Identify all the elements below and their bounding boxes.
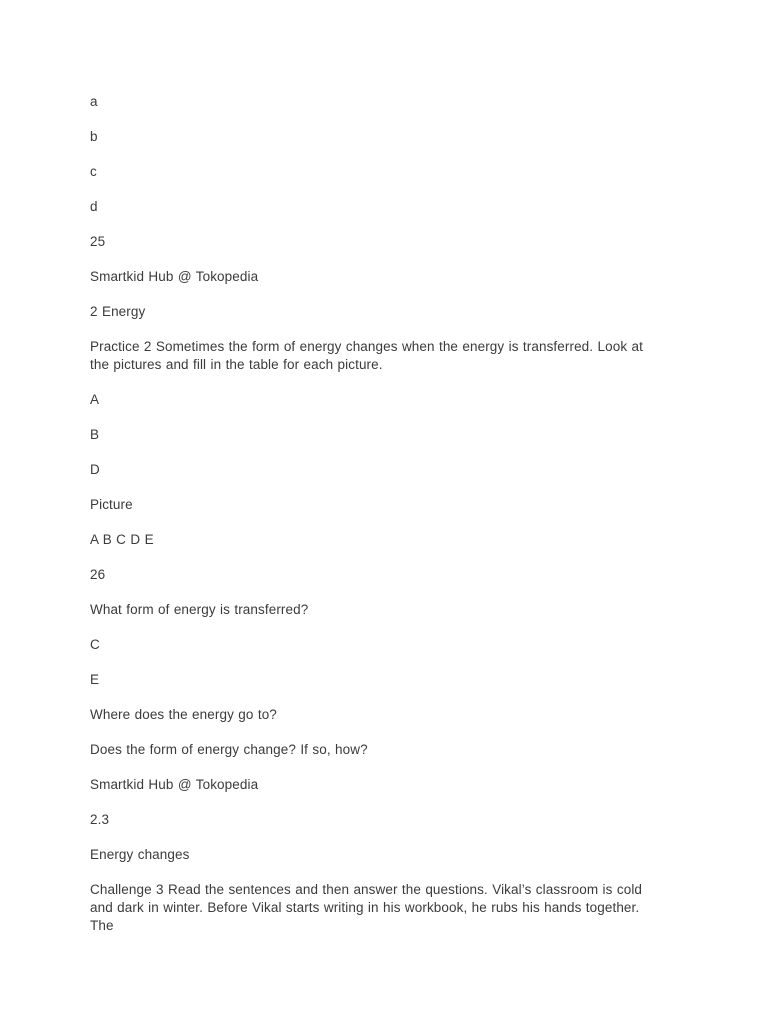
text-line-option-c: c: [90, 164, 97, 179]
text-line-question-energy-destination: Where does the energy go to?: [90, 707, 277, 722]
text-line-watermark-2: Smartkid Hub @ Tokopedia: [90, 777, 259, 792]
text-line-page-number-25: 25: [90, 234, 106, 249]
text-line-option-a: a: [90, 94, 98, 109]
text-line-section-title: Energy changes: [90, 847, 190, 862]
text-line-watermark-1: Smartkid Hub @ Tokopedia: [90, 269, 259, 284]
text-line-label-e: E: [90, 672, 100, 687]
text-line-practice-2-instructions: Practice 2 Sometimes the form of energy changes when the energy is transferred. Look at the pictures and fill in the table for each picture.: [90, 339, 643, 372]
text-line-question-energy-form: What form of energy is transferred?: [90, 602, 309, 617]
text-line-label-a: A: [90, 392, 100, 407]
text-line-chapter-title: 2 Energy: [90, 304, 146, 319]
text-line-label-c: C: [90, 637, 100, 652]
text-line-page-number-26: 26: [90, 567, 106, 582]
text-line-picture-columns: A B C D E: [90, 532, 154, 547]
text-line-section-number: 2.3: [90, 812, 110, 827]
text-line-option-b: b: [90, 129, 98, 144]
text-line-option-d: d: [90, 199, 98, 214]
text-line-question-energy-change: Does the form of energy change? If so, how?: [90, 742, 368, 757]
text-line-label-d: D: [90, 462, 100, 477]
text-line-label-b: B: [90, 427, 100, 442]
text-line-picture-header: Picture: [90, 497, 133, 512]
text-line-challenge-3-instructions: Challenge 3 Read the sentences and then answer the questions. Vikal’s classroom is cold and dark in winter. Before Vikal starts writing in his workbook, he rubs his hands together. The: [90, 882, 643, 933]
